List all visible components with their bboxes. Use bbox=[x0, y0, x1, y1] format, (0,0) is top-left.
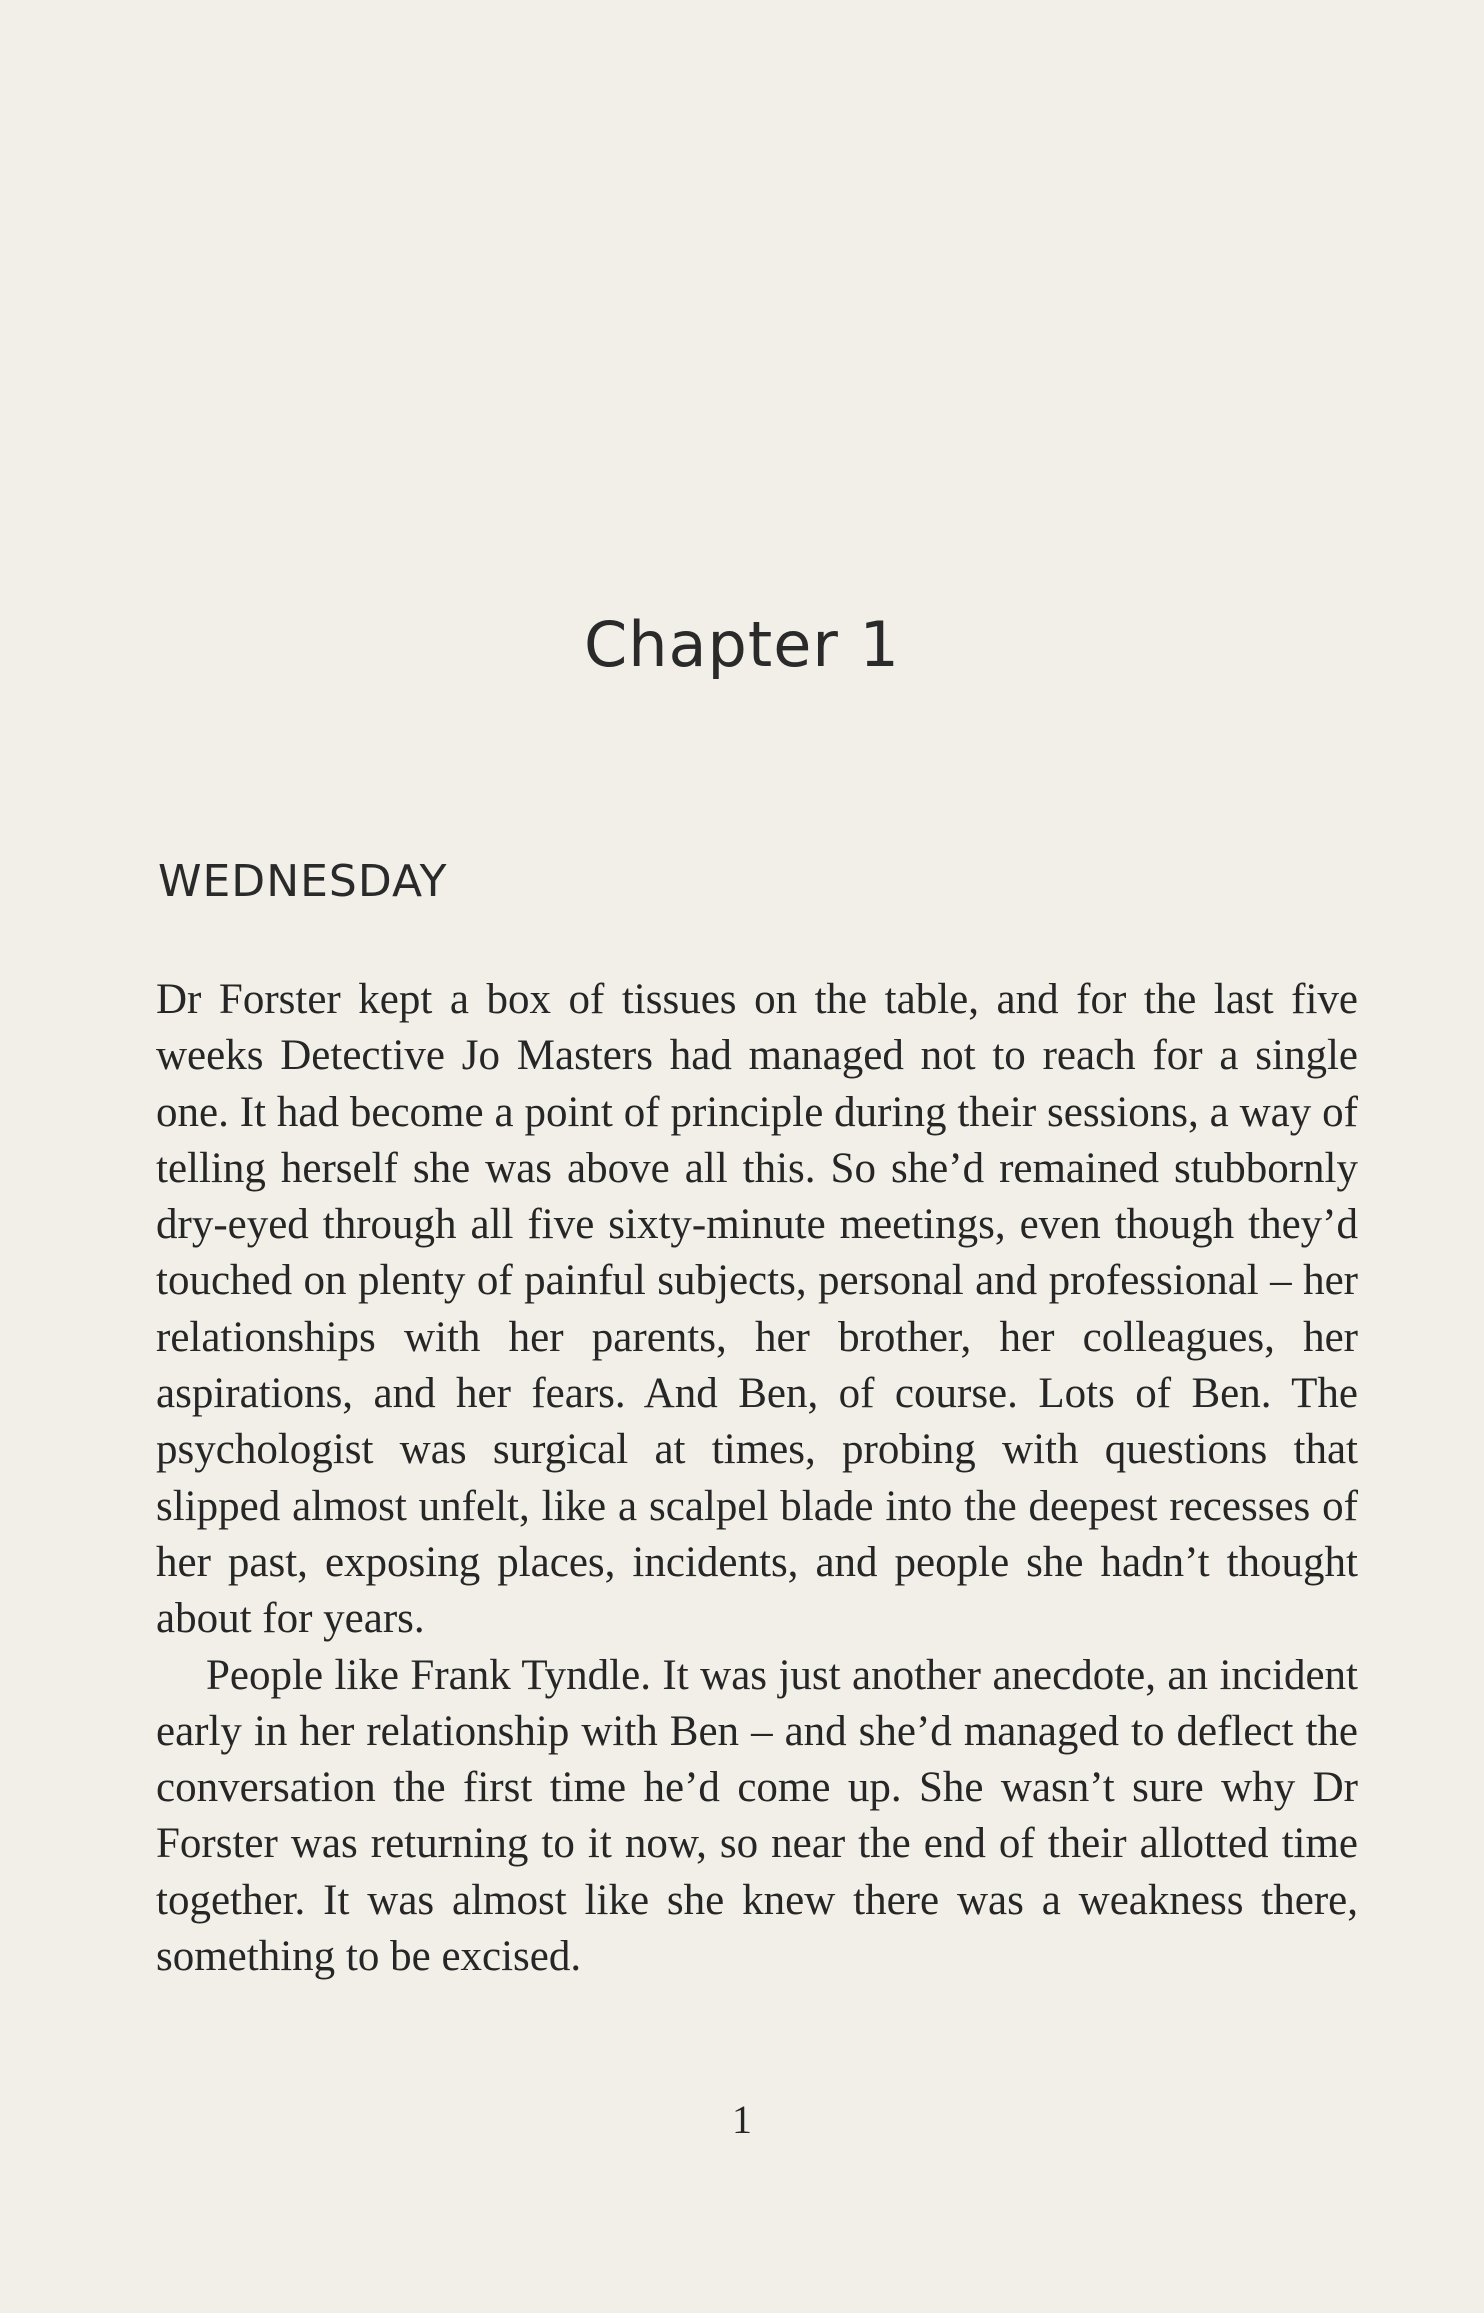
paragraph: Dr Forster kept a box of tissues on the table, and for the last five weeks Detective Jo Masters had managed not to reach for a single one. It had become a point of principle during their sessions, a way of telling herself she was above all this. So she’d remained stubbornly dry-eyed through all five sixty-minute meetings, even though they’d touched on plenty of painful subjects, personal and professional – her relationships with her parents, her brother, her colleagues, her aspirations, and her fears. And Ben, of course. Lots of Ben. The psychologist was surgical at times, probing with questions that slipped almost unfelt, like a scalpel blade into the deepest recesses of her past, exposing places, incidents, and people she hadn’t thought about for years. bbox=[156, 976, 1358, 1643]
page-number: 1 bbox=[732, 2097, 752, 2142]
body-text bbox=[156, 972, 1358, 1985]
paragraph: People like Frank Tyndle. It was just another anecdote, an incident early in her relationship with Ben – and she’d managed to deflect the conversation the first time he’d come up. She wasn’t sure why Dr Forster was returning to it now, so near the end of their allotted time together. It was almost like she knew there was a weakness there, something to be excised. bbox=[156, 1651, 1358, 1981]
chapter-title: Chapter 1 bbox=[583, 608, 901, 681]
section-heading: WEDNESDAY bbox=[158, 856, 448, 907]
